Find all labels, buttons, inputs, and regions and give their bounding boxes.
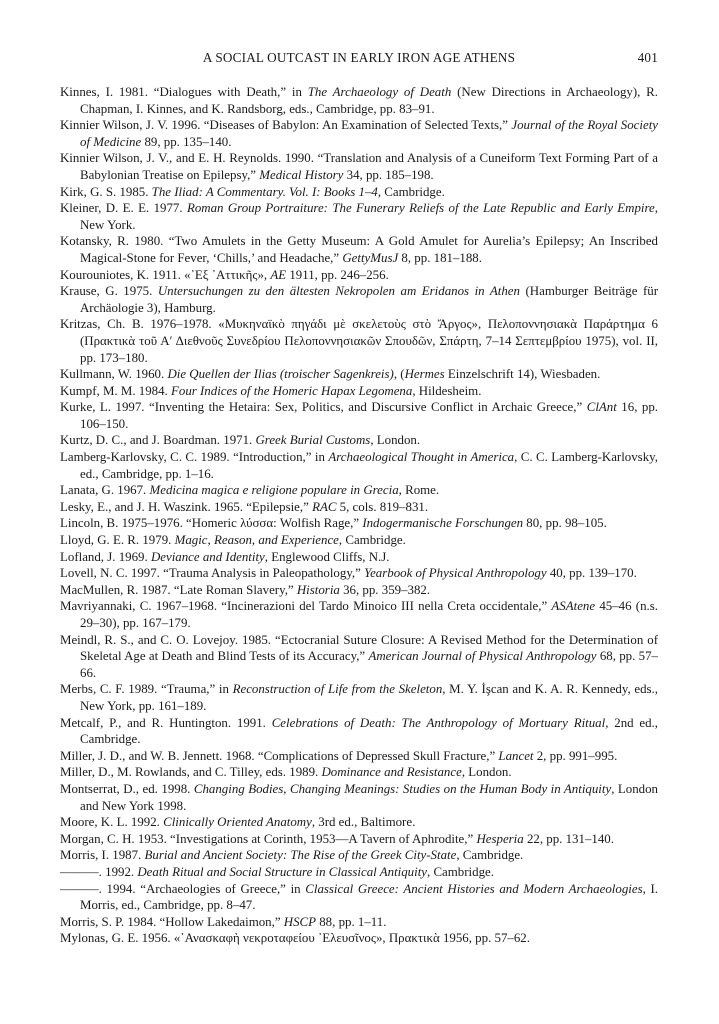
entry-text: 22, pp. 131–140. xyxy=(523,831,614,846)
entry-title-italic: Historia xyxy=(296,582,340,597)
entry-text: , ( xyxy=(393,367,405,382)
entry-title-italic: Lancet xyxy=(498,748,534,763)
entry-text: , I. Morris, ed., Cambridge, pp. 8–47. xyxy=(80,881,658,913)
entry-title-italic: The Archaeology of Death xyxy=(307,85,452,99)
entry-title-italic: Magic, Reason, and Experience xyxy=(174,533,339,548)
bibliography-entry xyxy=(60,814,658,831)
entry-text: Miller, J. D., and W. B. Jennett. 1968. “Complications of Depressed Skull Fracture,” xyxy=(60,748,499,763)
bibliography-entry xyxy=(60,748,658,765)
entry-text: Lovell, N. C. 1997. “Trauma Analysis in Paleopathology,” xyxy=(60,566,365,581)
entry-text: Kotansky, R. 1980. “Two Amulets in the Getty Museum: A Gold Amulet for Aurelia’s Epilepsy; An Inscribed Magical-Stone for Fever, ‘Chills,’ and Headache,” xyxy=(60,234,658,265)
entry-title-italic: American Journal of Physical Anthropology xyxy=(368,649,597,664)
bibliography-entry xyxy=(60,764,658,781)
running-head xyxy=(60,50,658,70)
bibliography-entry xyxy=(60,549,658,566)
entry-text: Lofland, J. 1969. xyxy=(60,549,151,564)
entry-title-italic: Hermes xyxy=(404,367,445,382)
bibliography-entry xyxy=(60,316,658,366)
entry-title-italic: RAC xyxy=(312,499,337,514)
bibliography-entry xyxy=(60,565,658,582)
entry-title-italic: Hesperia xyxy=(476,831,524,846)
entry-text: , New York. xyxy=(80,201,658,232)
bibliography-entry xyxy=(60,383,658,400)
entry-text: 34, pp. 185–198. xyxy=(343,167,434,182)
entry-text: , M. Y. İşcan and K. A. R. Kennedy, eds., New York, pp. 161–189. xyxy=(80,682,658,713)
entry-text: ———. 1994. “Archaeologies of Greece,” in xyxy=(60,881,306,896)
entry-text: , Cambridge. xyxy=(456,848,524,863)
entry-title-italic: Die Quellen der Ilias (troischer Sagenkreis) xyxy=(167,367,394,382)
bibliography-entry xyxy=(60,184,658,201)
entry-text: , London. xyxy=(370,433,421,448)
entry-title-italic: ClAnt xyxy=(586,400,617,415)
entry-text: Merbs, C. F. 1989. “Trauma,” in xyxy=(60,682,233,697)
entry-text: Morris, I. 1987. xyxy=(60,848,145,863)
entry-text: , C. C. Lamberg-Karlovsky, ed., Cambridge, pp. 1–16. xyxy=(80,450,658,481)
entry-title-italic: Celebrations of Death: The Anthropology of Mortuary Ritual xyxy=(271,715,606,730)
entry-text: 89, pp. 135–140. xyxy=(141,134,232,149)
bibliography-entry xyxy=(60,781,658,814)
bibliography-entry xyxy=(60,598,658,631)
entry-text: Meindl, R. S., and C. O. Lovejoy. 1985. “Ectocranial Suture Closure: A Revised Method for the Determination of Skeletal Age at Death and Blind Tests of its Accuracy,” xyxy=(60,632,658,664)
entry-text: , 3rd ed., Baltimore. xyxy=(311,815,416,830)
entry-text: Moore, K. L. 1992. xyxy=(60,815,164,830)
entry-text: 16, pp. 106–150. xyxy=(80,400,659,431)
entry-text: Mylonas, G. E. 1956. «᾿Ανασκαφὴ νεκροταφείου ᾿Ελευσῖνος», Πρακτικὰ 1956, pp. 57–62. xyxy=(60,931,530,946)
entry-text: 88, pp. 1–11. xyxy=(316,914,387,929)
bibliography-entry xyxy=(60,930,658,947)
entry-text: Lloyd, G. E. R. 1979. xyxy=(60,533,175,548)
entry-text: 1911, pp. 246–256. xyxy=(286,267,389,282)
entry-text: Einzelschrift 14), Wiesbaden. xyxy=(444,367,601,382)
entry-text: Kinnier Wilson, J. V., and E. H. Reynolds. 1990. “Translation and Analysis of a Cuneiform Text Forming Part of a Babylonian Treatise on Epilepsy,” xyxy=(60,151,658,182)
bibliography-entry xyxy=(60,283,658,316)
entry-text: Kinnier Wilson, J. V. 1996. “Diseases of Babylon: An Examination of Selected Texts,” xyxy=(60,118,512,133)
bibliography-entry xyxy=(60,515,658,532)
entry-title-italic: Changing Bodies, Changing Meanings: Studies on the Human Body in Antiquity xyxy=(193,781,612,796)
entry-text: , Cambridge. xyxy=(427,864,494,879)
bibliography-entry xyxy=(60,582,658,599)
entry-title-italic: ASAtene xyxy=(551,599,596,614)
entry-text: 5, cols. 819–831. xyxy=(336,499,429,514)
entry-text: , Cambridge. xyxy=(377,184,445,199)
entry-text: Morgan, C. H. 1953. “Investigations at Corinth, 1953—A Tavern of Aphrodite,” xyxy=(60,831,477,846)
entry-text: Kritzas, Ch. B. 1976–1978. «Μυκηναϊκὸ πηγάδι μὲ σκελετοὺς στὸ Ἄργος», Πελοποννησιακὰ Παράρτημα 6 (Πρακτικὰ τοῦ Α′ Διεθνοῦς Συνεδρίου Πελοποννησιακῶν Σπουδῶν, Σπάρτη, 7–14 Σεπτεμβρίου 1975), vol. II, pp. 173–180. xyxy=(60,317,658,365)
bibliography-entry xyxy=(60,399,658,432)
entry-title-italic: HSCP xyxy=(283,914,317,929)
bibliography-entry xyxy=(60,449,658,482)
entry-text: 40, pp. 139–170. xyxy=(546,566,637,581)
entry-title-italic: Untersuchungen zu den ältesten Nekropolen am Eridanos in Athen xyxy=(157,284,520,299)
bibliography-entry xyxy=(60,200,658,233)
bibliography-entry xyxy=(60,150,658,183)
bibliography-entry xyxy=(60,864,658,881)
bibliography-entry xyxy=(60,632,658,682)
entry-text: , Hildesheim. xyxy=(412,383,482,398)
entry-title-italic: GettyMusJ xyxy=(342,250,399,265)
entry-title-italic: Reconstruction of Life from the Skeleton xyxy=(232,682,443,697)
entry-text: 80, pp. 98–105. xyxy=(523,516,607,531)
entry-title-italic: AE xyxy=(270,267,287,282)
bibliography-entry xyxy=(60,881,658,914)
entry-text: Metcalf, P., and R. Huntington. 1991. xyxy=(60,715,272,730)
entry-text: 68, pp. 57–66. xyxy=(80,649,658,680)
entry-text: Morris, S. P. 1984. “Hollow Lakedaimon,” xyxy=(60,914,284,929)
page-number: 401 xyxy=(637,50,658,65)
entry-text: Miller, D., M. Rowlands, and C. Tilley, eds. 1989. xyxy=(60,765,322,780)
entry-text: (New Directions in Archaeology), R. Chapman, I. Kinnes, and K. Randsborg, eds., Cambridge, pp. 83–91. xyxy=(80,85,659,116)
entry-title-italic: Archaeological Thought in America xyxy=(328,450,515,465)
entry-text: MacMullen, R. 1987. “Late Roman Slavery,” xyxy=(60,582,297,597)
entry-text: , Englewood Cliffs, N.J. xyxy=(264,549,390,564)
entry-title-italic: Journal of the Royal Society of Medicine xyxy=(80,118,658,149)
entry-text: , Rome. xyxy=(398,483,440,498)
entry-title-italic: Classical Greece: Ancient Histories and Modern Archaeologies xyxy=(305,881,643,896)
bibliography-entry xyxy=(60,267,658,284)
entry-text: ———. 1992. xyxy=(60,864,138,879)
entry-title-italic: Yearbook of Physical Anthropology xyxy=(364,566,547,581)
entry-text: Krause, G. 1975. xyxy=(60,284,158,299)
entry-text: Mavriyannaki, C. 1967–1968. “Incinerazioni del Tardo Minoico III nella Creta occidentale,” xyxy=(60,599,552,614)
running-title: A SOCIAL OUTCAST IN EARLY IRON AGE ATHENS xyxy=(202,50,516,65)
bibliography-entry xyxy=(60,681,658,714)
entry-text: , 2nd ed., Cambridge. xyxy=(80,715,658,747)
bibliography-entry xyxy=(60,233,658,266)
entry-text: Kurtz, D. C., and J. Boardman. 1971. xyxy=(60,433,256,448)
entry-text: Kleiner, D. E. E. 1977. xyxy=(60,201,187,216)
entry-text: Kurke, L. 1997. “Inventing the Hetaira: Sex, Politics, and Discursive Conflict in Archaic Greece,” xyxy=(60,400,587,415)
entry-title-italic: Greek Burial Customs xyxy=(255,433,371,448)
entry-title-italic: Death Ritual and Social Structure in Classical Antiquity xyxy=(137,864,428,879)
entry-title-italic: Medicina magica e religione populare in Grecia xyxy=(149,483,399,498)
entry-text: 8, pp. 181–188. xyxy=(398,250,482,265)
bibliography-entry xyxy=(60,84,658,117)
bibliography-entry xyxy=(60,366,658,383)
entry-title-italic: Four Indices of the Homeric Hapax Legomena xyxy=(171,383,413,398)
entry-text: 36, pp. 359–382. xyxy=(339,582,431,597)
entry-title-italic: Burial and Ancient Society: The Rise of the Greek City-State xyxy=(144,848,457,863)
entry-text: 2, pp. 991–995. xyxy=(533,748,618,763)
bibliography-entry xyxy=(60,715,658,748)
bibliography-entry xyxy=(60,499,658,516)
entry-text: , London. xyxy=(461,765,512,780)
bibliography-entry xyxy=(60,117,658,150)
entry-text: Kirk, G. S. 1985. xyxy=(60,184,152,199)
entry-text: Lamberg-Karlovsky, C. C. 1989. “Introduction,” in xyxy=(60,450,329,465)
entry-text: , London and New York 1998. xyxy=(80,781,658,813)
entry-text: Kullmann, W. 1960. xyxy=(60,367,168,382)
bibliography-entry xyxy=(60,482,658,499)
entry-text: Kourouniotes, K. 1911. «᾿Εξ ᾿Αττικῆς», xyxy=(60,267,271,282)
bibliography-entry xyxy=(60,532,658,549)
bibliography-list xyxy=(60,84,658,947)
bibliography-entry xyxy=(60,914,658,931)
entry-text: Lincoln, B. 1975–1976. “Homeric λύσσα: Wolfish Rage,” xyxy=(60,516,363,531)
entry-text: Lesky, E., and J. H. Waszink. 1965. “Epilepsie,” xyxy=(60,499,313,514)
entry-text: (Hamburger Beiträge für Archäologie 3), Hamburg. xyxy=(80,284,658,315)
entry-title-italic: Medical History xyxy=(259,167,344,182)
entry-title-italic: Clinically Oriented Anatomy xyxy=(163,815,312,830)
bibliography-entry xyxy=(60,831,658,848)
entry-title-italic: The Iliad: A Commentary. Vol. I: Books 1–4 xyxy=(151,184,378,199)
entry-title-italic: Deviance and Identity xyxy=(150,549,265,564)
entry-text: Lanata, G. 1967. xyxy=(60,483,150,498)
bibliography-entry xyxy=(60,847,658,864)
entry-text: , Cambridge. xyxy=(338,533,406,548)
entry-text: Montserrat, D., ed. 1998. xyxy=(60,781,194,796)
entry-text: Kinnes, I. 1981. “Dialogues with Death,” in xyxy=(60,85,308,99)
entry-text: Kumpf, M. M. 1984. xyxy=(60,383,172,398)
entry-title-italic: Roman Group Portraiture: The Funerary Reliefs of the Late Republic and Early Empire xyxy=(186,201,655,216)
bibliography-entry xyxy=(60,432,658,449)
entry-title-italic: Indogermanische Forschungen xyxy=(362,516,524,531)
entry-title-italic: Dominance and Resistance xyxy=(321,765,462,780)
entry-text: 45–46 (n.s. 29–30), pp. 167–179. xyxy=(80,599,658,630)
